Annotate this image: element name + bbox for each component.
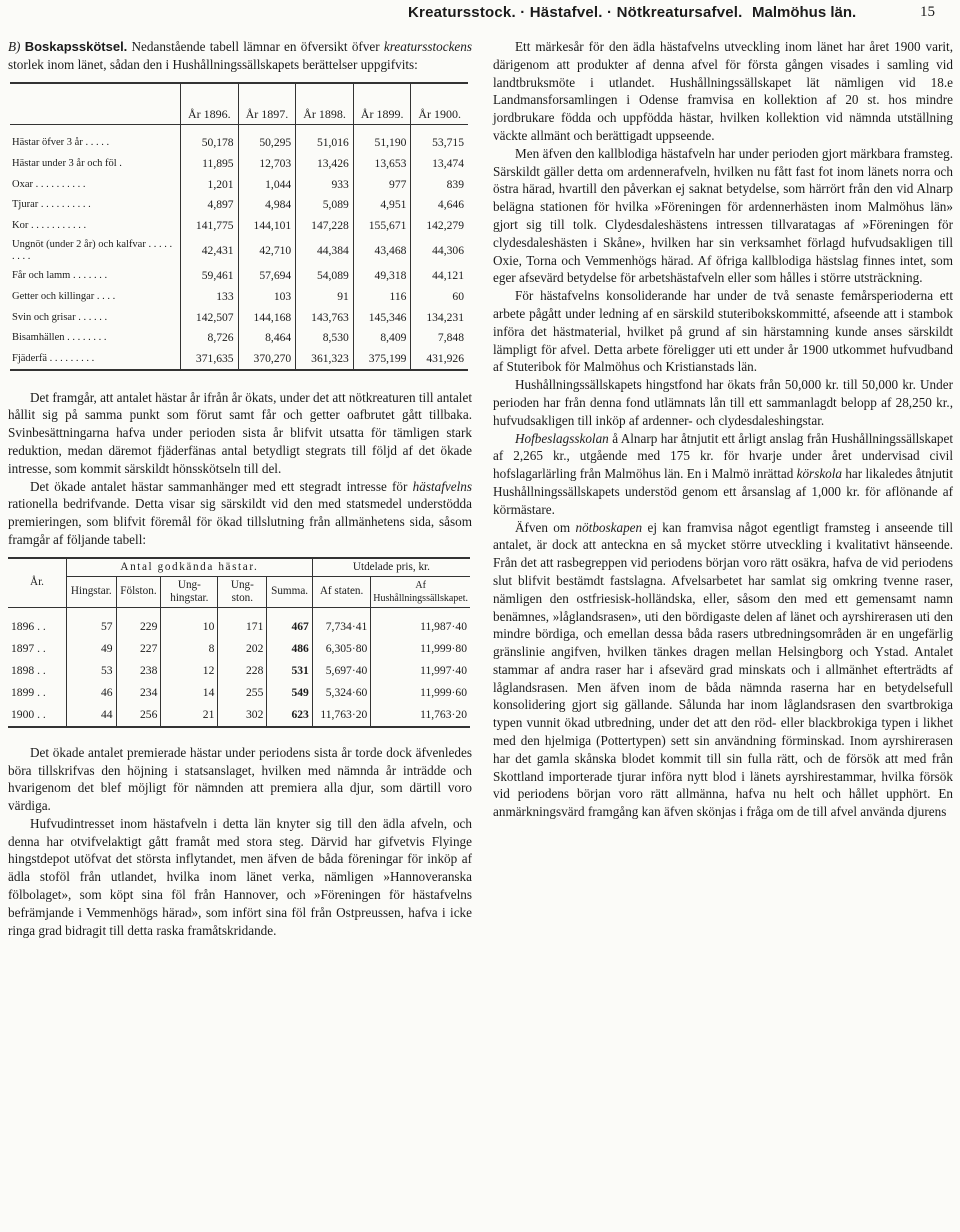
cell: 4,951 [353, 194, 411, 215]
paragraph: Men äfven den kallblodiga hästafveln har under perioden gjort märkbara framsteg. Särskildt gäller detta om ardennerafveln, hvilken nu fått fast fot inom länets norra och östra härad, hvartill den påverkan ej saknat betydelse, som härrört från den vid Alnarp belägna stationen för hvilka »Föreningen för ardennerhästen inom Malmöhus län» gjort sig till tolk. Clydesdaleshästens intressen tillvaratagas af »Föreningen för clydesdaleshästen i Skåne», hvilken har sin verksamhet förlagd hufvudsakligen till Oxie, Torna och Vemmenhögs härad. Af öfriga kallblodiga hästslag finnes intet, som eger afsevärd betydelse för arbetshästafveln eller som hålles i större utsträckning. [493, 145, 953, 286]
row-label: Tjurar . . . . . . . . . . [12, 199, 91, 211]
cell: 370,270 [238, 348, 296, 370]
text-span: har likaledes åtnjutit Hushållningssällskapets understöd genom ett årsanslag af 1,000 kr. för aflönande af körmästare. [493, 466, 953, 517]
header-cell: Ung-hingstar. [161, 576, 218, 607]
left-column [8, 38, 472, 939]
cell: 51,190 [353, 133, 411, 154]
cell: 44,306 [411, 236, 468, 266]
header-cell: År 1897. [238, 83, 296, 125]
row-label: Fjäderfä . . . . . . . . . [12, 352, 95, 364]
emphasis: Hofbeslagsskolan [515, 430, 609, 446]
year-cell: 1900 . . [11, 708, 46, 722]
text-span: rationella bedrifvande. Detta visar sig särskildt vid den med statsmedel understödda premieringen, som blifvit föremål för ökad tillslutning från allmänhetens sida, såsom framgår af följande tabell: [8, 496, 472, 547]
row-label: Ungnöt (under 2 år) och kalfvar . . . . . . . . . [12, 238, 173, 262]
cell: 361,323 [296, 348, 354, 370]
premium-table-header [8, 576, 470, 607]
intro-paragraph [8, 38, 472, 74]
cell: 42,710 [238, 236, 296, 266]
cell: 467 [267, 616, 312, 638]
cell: 839 [411, 174, 468, 195]
cell: 50,295 [238, 133, 296, 154]
year-header: År. [8, 558, 67, 608]
emphasis: körskola [796, 466, 843, 482]
cell: 7,734·41 [312, 616, 370, 638]
cell: 431,926 [411, 348, 468, 370]
cell: 141,775 [181, 215, 239, 236]
text-span: ej kan framvisa något egentligt framsteg i anseende till antalet, är dock att anteckna en så mycket större utveckling i kvalitativt hänseende. Från det att rasbegreppen vid periodens början voro rätt osäkra, hafva de vid periodens slut blifvit bestämdt fastslagna. Afvelsarbetet har samlat sig omkring tvenne raser, nämligen den ostfriesisk-holländska, eller, såsom den med ett gemensamt namn benämnes, »låglandsrasen», uti den bördigaste delen af länet och ayrshirerasen uti den mindre bördiga, och emellan dessa båda rasers utbredningsområden är en ungefärlig gränslinie angifven, hvilken tänkes dragen mellan Helsingborg och Ystad. Antalet stammar af andra raser har i afsevärd grad minskats och i allmänhet efterträdts af låglandsrasen. Men äfven inom de båda nämnda raserna har en betydelsefull konsolidering gjort sig gällande. Sålunda har inom låglandsrasen den svartbrokiga typen vunnit ökad utbredning, under det att den röd- eller blackbrokiga typen i likhet med den hjelmiga (Pottertypen) sett sin användning förminskad. Inom ayrshirerasen har det gamla skånska blodet kommit till sin fulla rätt, och de försök att med från Skottland importerade tjurar införa nytt blod i länets ayrshirestammar, hvilka försök vid periodens början voro rätt allmänna, hafva nu helt och hållet upphört. En anmärkningsvärd framgång kan äfven skönjas i fråga om de till afvel använda djurens [493, 519, 954, 820]
table-row [8, 616, 470, 638]
table-row [10, 194, 468, 215]
cell: 302 [218, 704, 267, 727]
cell: 11,895 [181, 153, 239, 174]
row-label: Svin och grisar . . . . . . [12, 311, 108, 323]
cell: 12 [161, 660, 218, 682]
table-row [8, 682, 470, 704]
cell: 51,016 [296, 133, 354, 154]
intro-end: storlek inom länet, sådan den i Hushållningssällskapets berättelser uppgifvits: [8, 56, 418, 72]
cell: 202 [218, 638, 267, 660]
text-span: Äfven om [515, 519, 576, 535]
cell: 229 [116, 616, 161, 638]
cell: 49,318 [353, 266, 411, 287]
table-row [10, 174, 468, 195]
paragraph: Hushållningssällskapets hingstfond har ökats från 50,000 kr. till 50,000 kr. Under perioden har från denna fond utlämnats lån till ett sammanlagdt belopp af 28,250 kr., hufvudsakligen till inköp af ardenner- och clydesdaleshingstar. [493, 377, 953, 428]
year-cell: 1896 . . [11, 620, 46, 634]
cell: 11,999·80 [371, 638, 470, 660]
cell: 14 [161, 682, 218, 704]
cell: 8,464 [238, 327, 296, 348]
header-cell: Summa. [267, 576, 312, 607]
running-title: Kreatursstock. · Hästafvel. · Nötkreatursafvel. [408, 4, 743, 21]
cell: 57 [67, 616, 117, 638]
cell: 57,694 [238, 266, 296, 287]
year-cell: 1899 . . [11, 686, 46, 700]
row-label: Bisamhällen . . . . . . . . [12, 332, 107, 344]
cell: 54,089 [296, 266, 354, 287]
right-column [493, 38, 953, 821]
cell: 4,897 [181, 194, 239, 215]
cell: 4,646 [411, 194, 468, 215]
header-cell: Af staten. [312, 576, 370, 607]
cell: 531 [267, 660, 312, 682]
paragraph [8, 478, 472, 549]
cell: 6,305·80 [312, 638, 370, 660]
cell: 44 [67, 704, 117, 727]
cell: 134,231 [411, 307, 468, 328]
cell: 13,426 [296, 153, 354, 174]
cell: 549 [267, 682, 312, 704]
header-cell: År 1900. [411, 83, 468, 125]
cell: 91 [296, 286, 354, 307]
year-cell: 1897 . . [11, 642, 46, 656]
header-cell: År 1899. [353, 83, 411, 125]
paragraph [493, 430, 953, 519]
cell: 5,697·40 [312, 660, 370, 682]
cell: 375,199 [353, 348, 411, 370]
cell: 155,671 [353, 215, 411, 236]
cell: 933 [296, 174, 354, 195]
table-row [10, 266, 468, 287]
table-row [8, 638, 470, 660]
cell: 144,101 [238, 215, 296, 236]
cell: 143,763 [296, 307, 354, 328]
cell: 11,763·20 [371, 704, 470, 727]
cell: 228 [218, 660, 267, 682]
cell: 8,409 [353, 327, 411, 348]
cell: 13,653 [353, 153, 411, 174]
cell: 8,726 [181, 327, 239, 348]
cell: 11,763·20 [312, 704, 370, 727]
cell: 8 [161, 638, 218, 660]
cell: 486 [267, 638, 312, 660]
cell: 42,431 [181, 236, 239, 266]
cell: 116 [353, 286, 411, 307]
year-cell: 1898 . . [11, 664, 46, 678]
cell: 4,984 [238, 194, 296, 215]
cell: 60 [411, 286, 468, 307]
paragraph: Hufvudintresset inom hästafveln i detta län knyter sig till den ädla afveln, och denna har otvifvelaktigt gått framåt med stora steg. Därvid har gifvetvis Flyinge hingstdepot utöfvat det största inflytandet, men äfven de båda föreningar för inköp af ädla stoföl från utlandet, hvilka inom länet verka, nämligen »Hannoveranska fölbolaget», som köpt sina föl från Hannover, och »Föreningen för hästafvelns befrämjande i Vemmenhögs härad», som infört sina föl från Ostpreussen, hafva i icke ringa grad bidragit till detta raska framåtskridande. [8, 815, 472, 938]
cell: 50,178 [181, 133, 239, 154]
cell: 43,468 [353, 236, 411, 266]
cell: 142,279 [411, 215, 468, 236]
header-cell: Hingstar. [67, 576, 117, 607]
cell: 623 [267, 704, 312, 727]
cell: 147,228 [296, 215, 354, 236]
cell: 255 [218, 682, 267, 704]
cell: 8,530 [296, 327, 354, 348]
table-row [10, 153, 468, 174]
intro-emphasis: kreatursstockens [383, 39, 473, 54]
cell: 59,461 [181, 266, 239, 287]
blank-header [10, 83, 181, 125]
table-row [10, 307, 468, 328]
row-label: Oxar . . . . . . . . . . [12, 178, 86, 190]
cell: 371,635 [181, 348, 239, 370]
row-label: Kor . . . . . . . . . . . [12, 219, 87, 231]
premium-table-group-header [8, 558, 470, 577]
table-row [10, 286, 468, 307]
table-row [10, 215, 468, 236]
emphasis: nötboskapen [575, 519, 643, 535]
cell: 1,201 [181, 174, 239, 195]
header-cell: År 1898. [296, 83, 354, 125]
text-span: å Alnarp har åtnjutit ett årligt anslag från Hushållningssällskapet af 2,265 kr., utgående med 175 kr. för hvarje under året undervisad civil hofslagarlärling från Malmöhus län. En i Malmö inrättad [493, 430, 953, 482]
cell: 1,044 [238, 174, 296, 195]
cell: 12,703 [238, 153, 296, 174]
cell: 11,987·40 [371, 616, 470, 638]
cell: 13,474 [411, 153, 468, 174]
table-row [10, 348, 468, 370]
row-label: Hästar öfver 3 år . . . . . [12, 137, 110, 149]
header-cell: Af Hushållningssällskapet. [371, 576, 470, 607]
cell: 5,089 [296, 194, 354, 215]
table-row [10, 327, 468, 348]
region-title: Malmöhus län. [752, 4, 857, 21]
page-number: 15 [920, 4, 935, 20]
cell: 10 [161, 616, 218, 638]
table-row [8, 660, 470, 682]
table-row [8, 704, 470, 727]
paragraph [493, 519, 953, 822]
row-label: Får och lamm . . . . . . . [12, 270, 108, 282]
cell: 145,346 [353, 307, 411, 328]
table-row [10, 236, 468, 266]
cell: 227 [116, 638, 161, 660]
text-span: Det ökade antalet hästar sammanhänger med ett stegradt intresse för [30, 478, 413, 494]
cell: 44,121 [411, 266, 468, 287]
cell: 44,384 [296, 236, 354, 266]
table-row [10, 133, 468, 154]
cell: 7,848 [411, 327, 468, 348]
cell: 53,715 [411, 133, 468, 154]
cell: 144,168 [238, 307, 296, 328]
paragraph: För hästafvelns konsoliderande har under de två senaste femårsperioderna ett arbete pågått under ledning af en särskild stuteribokskommitté, afseende att i stambok införa det hästmaterial, hvilket på grund af sin härstamning kunde anses särskildt lämpligt för afvel. Detta arbete föreligger uti ett under år 1900 utkommet hufvudband af Stuteribok för Malmöhus och Kristianstads län. [493, 288, 953, 375]
row-label: Hästar under 3 år och föl . [12, 157, 122, 169]
cell: 133 [181, 286, 239, 307]
cell: 977 [353, 174, 411, 195]
cell: 103 [238, 286, 296, 307]
cell: 21 [161, 704, 218, 727]
livestock-table [10, 82, 468, 371]
cell: 11,999·60 [371, 682, 470, 704]
price-header: Utdelade pris, kr. [312, 558, 470, 577]
section-letter: B) [8, 39, 21, 54]
cell: 53 [67, 660, 117, 682]
cell: 238 [116, 660, 161, 682]
intro-text: Nedanstående tabell lämnar en öfversikt öfver [127, 39, 384, 54]
paragraph: Det ökade antalet premierade hästar under periodens sista år torde dock äfvenledes böra tillskrifvas den höjning i statsanslaget, hvilken med nämnda år inträdde och hvarigenom det blef möjligt för nämnden att premiera alla djur, som därtill voro värdiga. [8, 744, 472, 814]
cell: 49 [67, 638, 117, 660]
emphasis: hästafvelns [412, 478, 472, 494]
row-label: Getter och killingar . . . . [12, 290, 116, 302]
cell: 142,507 [181, 307, 239, 328]
cell: 171 [218, 616, 267, 638]
cell: 46 [67, 682, 117, 704]
header-cell: Ung-ston. [218, 576, 267, 607]
section-heading: Boskapsskötsel. [24, 39, 128, 54]
cell: 11,997·40 [371, 660, 470, 682]
header-cell: Fölston. [116, 576, 161, 607]
livestock-table-header [10, 83, 468, 125]
header-cell: År 1896. [181, 83, 239, 125]
premium-table [8, 557, 470, 728]
paragraph: Ett märkesår för den ädla hästafvelns utveckling inom länet har året 1900 varit, därigenom att produkter af denna afvel för första gången visades i samling vid landtbruksmöte i utlandet. Hushållningssällskapet lät nämligen vid 18.e Landmansforsamlingen i Odense framvisa en kollektion af 20 st. hos mindre jordbrukare födda och uppfödda hästar, hvilken kollektion vid nämnda utställning väckte allmänt och berättigadt uppseende. [493, 39, 953, 143]
group-header: Antal godkända hästar. [67, 558, 313, 577]
cell: 234 [116, 682, 161, 704]
page-header [0, 2, 960, 28]
paragraph: Det framgår, att antalet hästar år ifrån år ökats, under det att nötkreaturen till antalet hållit sig på samma punkt som förut samt får och getter oafbrutet gått tillbaka. Svinbesättningarna hafva under perioden sista år blifvit utsatta för tämligen stark reduktion, medan däremot fjäderfänas antal betydligt stegrats till följd af det ökade intresse, som kommit särskildt hönsskötseln till del. [8, 389, 472, 476]
cell: 5,324·60 [312, 682, 370, 704]
cell: 256 [116, 704, 161, 727]
